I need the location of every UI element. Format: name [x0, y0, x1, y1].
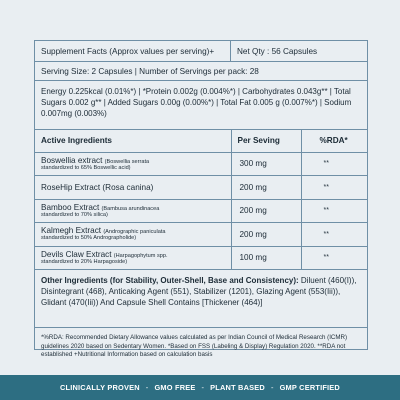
banner-separator: - — [201, 383, 205, 392]
table-row — [35, 223, 367, 247]
ingredient-name: Boswellia extract — [41, 155, 103, 165]
serving-info: Serving Size: 2 Capsules | Number of Servings per pack: 28 — [35, 62, 367, 81]
ingredient-scientific-name: (Boswellia serrata — [104, 158, 150, 165]
banner-item-clinically-proven: CLINICALLY PROVEN — [60, 383, 140, 392]
ingredient-standardization: standardized to 50% Andrographolide) — [41, 235, 137, 242]
table-row — [35, 176, 367, 200]
ingredient-name: RoseHip Extract (Rosa canina) — [41, 182, 154, 192]
other-ingredients-label: Other Ingredients (for Stability, Outer-Shell, Base and Consistency): — [41, 276, 299, 285]
column-header-rda: %RDA* — [301, 130, 367, 152]
table-row — [35, 199, 367, 223]
rda-cell: ** — [301, 152, 367, 176]
ingredient-cell — [35, 199, 231, 223]
amount-cell: 200 mg — [231, 199, 301, 223]
banner-separator: - — [270, 383, 274, 392]
ingredient-scientific-name: (Andrographic paniculata — [103, 229, 166, 236]
active-ingredients-table — [35, 130, 367, 270]
table-row — [35, 152, 367, 176]
supplement-facts-panel — [34, 40, 368, 359]
table-header-row — [35, 130, 367, 152]
ingredient-cell — [35, 176, 231, 200]
other-ingredients-text: Diluent (460(I)), Disintegrant (468), Anticaking Agent (551), Stabilizer (1201), Glazing Agent (553(Iii)), Glidant (470(Iii)) And Capsule Shell Contains [Thickener (464)] — [41, 276, 357, 307]
amount-cell: 200 mg — [231, 176, 301, 200]
banner-item-plant-based: PLANT BASED — [210, 383, 265, 392]
rda-cell: ** — [301, 199, 367, 223]
banner-item-gmp-certified: GMP CERTIFIED — [279, 383, 340, 392]
ingredient-cell — [35, 223, 231, 247]
ingredient-name: Kalmegh Extract — [41, 226, 102, 236]
ingredient-cell — [35, 246, 231, 270]
ingredient-scientific-name: (Bambusa arundinacea — [101, 205, 160, 212]
rda-cell: ** — [301, 223, 367, 247]
other-ingredients — [35, 270, 367, 328]
ingredient-name: Devils Claw Extract — [41, 249, 112, 259]
rda-cell: ** — [301, 176, 367, 200]
column-header-ingredient: Active Ingredients — [35, 130, 231, 152]
ingredient-standardization: standardized to 70% silica) — [41, 211, 108, 218]
ingredient-standardization: standardized to 65% Boswellic acid) — [41, 164, 131, 171]
column-header-per-serving: Per Seving — [231, 130, 301, 152]
amount-cell: 100 mg — [231, 246, 301, 270]
certification-banner — [0, 375, 400, 400]
amount-cell: 300 mg — [231, 152, 301, 176]
banner-separator: - — [145, 383, 149, 392]
amount-cell: 200 mg — [231, 223, 301, 247]
ingredient-standardization: standardized to 20% Harpagoside) — [41, 258, 128, 265]
facts-header-row — [35, 41, 367, 62]
rda-cell: ** — [301, 246, 367, 270]
footnote: *%RDA: Recommended Dietary Allowance values calculated as per Indian Council of Medical Research (ICMR) guidelines 2020 based on Sedentary Women. *Based on FSS (Labeling & Display) Regulation 2020. **RDA not established +Nutritional Information based on calculation basis — [41, 334, 348, 359]
nutrition-values: Energy 0.225kcal (0.01%*) | *Protein 0.002g (0.004%*) | Carbohydrates 0.043g** | Total Sugars 0.002 g** | Added Sugars 0.00g (0.00%*) | Total Fat 0.005 g (0.007%*) | Sodium 0.007mg (0.003%) — [35, 81, 367, 130]
facts-title: Supplement Facts (Approx values per serving)+ — [35, 41, 231, 61]
net-quantity: Net Qty : 56 Capsules — [237, 46, 318, 56]
table-row — [35, 246, 367, 270]
ingredient-cell — [35, 152, 231, 176]
ingredient-scientific-name: (Harpagophytum spp. — [113, 252, 168, 259]
banner-item-gmo-free: GMO FREE — [154, 383, 196, 392]
ingredient-name: Bamboo Extract — [41, 202, 100, 212]
